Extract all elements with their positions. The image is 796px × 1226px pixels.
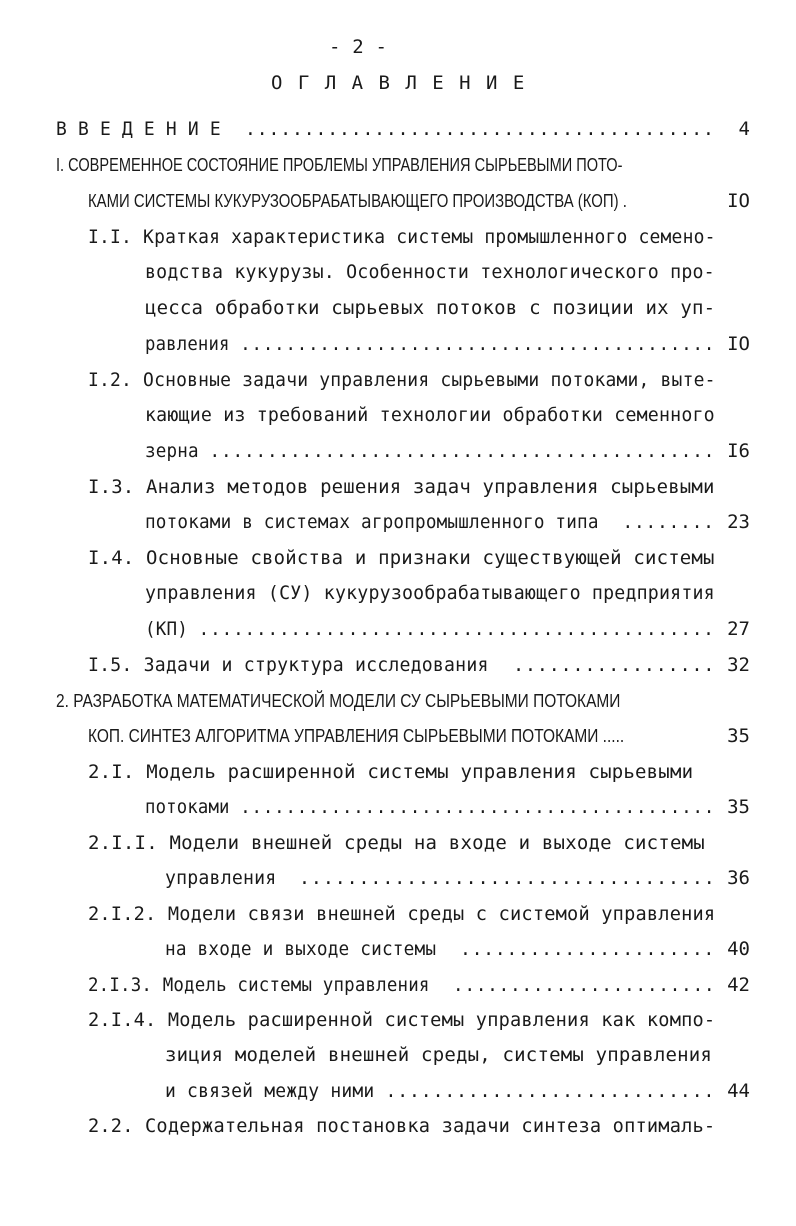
toc-subsection-2-1-3[interactable] (88, 972, 715, 998)
toc-entry-text: на входе и выходе системы (165, 938, 437, 960)
toc-entry-text: 2.I.2. Модели связи внешней среды с системой управления (88, 903, 716, 925)
toc-section-1-2-cont (145, 438, 715, 464)
toc-page-number: 36 (727, 867, 750, 889)
toc-entry-intro[interactable] (56, 116, 715, 142)
toc-entry-text: 2.I.3. Модель системы управления (88, 974, 430, 996)
toc-leader-dots: .......................................... (240, 796, 716, 818)
toc-entry-text: 2. РАЗРАБОТКА МАТЕМАТИЧЕСКОЙ МОДЕЛИ СУ СЫРЬЕВЫМИ ПОТОКАМИ (56, 691, 621, 711)
toc-chapter-2-cont[interactable] (88, 723, 711, 749)
toc-page-number: 4 (738, 118, 750, 140)
toc-entry-text: 2.I. Модель расширенной системы управления сырьевыми (88, 761, 694, 783)
toc-leader-dots: ............................ (385, 1080, 716, 1102)
toc-entry-text: I.3. Анализ методов решения задач управления сырьевыми (88, 476, 715, 498)
toc-section-1-1[interactable] (88, 224, 716, 250)
toc-entry-text: КАМИ СИСТЕМЫ КУКУРУЗООБРАБАТЫВАЮЩЕГО ПРОИЗВОДСТВА (КОП) . (88, 191, 627, 211)
toc-page-number: 35 (727, 796, 750, 818)
toc-page-number: 40 (727, 938, 750, 960)
toc-entry-text: кающие из требований технологии обработки семенного (145, 404, 715, 426)
toc-entry-text: потоками (145, 796, 230, 818)
toc-entry-text: равления (145, 333, 230, 355)
toc-section-1-1-cont (145, 331, 715, 357)
toc-entry-text: цесса обработки сырьевых потоков с позиции их уп- (145, 297, 716, 319)
page-title: О Г Л А В Л Е Н И Е (271, 72, 527, 94)
toc-page-number: 23 (727, 511, 750, 533)
toc-leader-dots: ................................... (299, 867, 716, 889)
toc-section-1-2[interactable] (88, 367, 716, 393)
toc-entry-text: управления (165, 867, 277, 889)
toc-section-1-3-cont (145, 509, 715, 535)
toc-entry-text: 2.2. Содержательная постановка задачи синтеза оптималь- (88, 1115, 716, 1137)
toc-section-1-2-cont (145, 402, 715, 428)
toc-leader-dots: ........ (622, 511, 715, 533)
toc-leader-dots: ........................................ (245, 118, 715, 140)
toc-subsection-2-1-4-cont (165, 1078, 715, 1104)
toc-leader-dots: ...................... (460, 938, 716, 960)
toc-page-number: I6 (727, 440, 750, 462)
toc-entry-text: 2.I.I. Модели внешней среды на входе и выходе системы (88, 832, 705, 854)
toc-entry-text: управления (СУ) кукурузообрабатывающего предприятия (145, 582, 715, 604)
toc-section-2-1[interactable] (88, 759, 693, 785)
toc-chapter-1-cont[interactable] (88, 188, 715, 214)
toc-leader-dots: ............................................. (198, 618, 715, 640)
toc-entry-text: (КП) (145, 618, 188, 640)
toc-page-number: 32 (727, 654, 750, 676)
toc-section-1-3[interactable] (88, 474, 715, 500)
toc-entry-text: зерна (145, 440, 199, 462)
toc-subsection-2-1-4[interactable] (88, 1007, 715, 1033)
toc-subsection-2-1-2[interactable] (88, 901, 715, 927)
toc-entry-text: I.I. Краткая характеристика системы промышленного семено- (88, 226, 716, 248)
toc-page-number: 44 (727, 1080, 750, 1102)
toc-subsection-2-1-1-cont (165, 865, 716, 891)
toc-entry-text: КОП. СИНТЕЗ АЛГОРИТМА УПРАВЛЕНИЯ СЫРЬЕВЫМИ ПОТОКАМИ ..... (88, 726, 625, 746)
toc-entry-text: потоками в системах агропромышленного типа (145, 511, 599, 533)
toc-entry-text: 2.I.4. Модель расширенной системы управления как компо- (88, 1009, 716, 1031)
toc-chapter-1[interactable] (56, 152, 715, 178)
toc-section-2-2[interactable] (88, 1113, 715, 1139)
toc-page-number: IO (727, 333, 750, 355)
toc-section-1-1-cont (145, 259, 715, 285)
toc-page-number: 27 (727, 618, 750, 640)
toc-entry-text: и связей между ними (165, 1080, 375, 1102)
toc-subsection-2-1-4-cont (165, 1042, 712, 1068)
toc-chapter-2[interactable] (56, 688, 712, 714)
toc-subsection-2-1-1[interactable] (88, 830, 705, 856)
toc-entry-text: I. СОВРЕМЕННОЕ СОСТОЯНИЕ ПРОБЛЕМЫ УПРАВЛЕНИЯ СЫРЬЕВЫМИ ПОТО- (56, 155, 623, 175)
toc-entry-text: зиция моделей внешней среды, системы управления (165, 1044, 713, 1066)
toc-section-1-5[interactable] (88, 652, 715, 678)
toc-section-1-4[interactable] (88, 545, 715, 571)
toc-entry-text: I.4. Основные свойства и признаки существующей системы (88, 547, 715, 569)
toc-page-number: 42 (727, 974, 750, 996)
toc-leader-dots: ............................................ (209, 440, 716, 462)
toc-section-2-1-cont (145, 794, 715, 820)
toc-leader-dots: ................. (513, 654, 716, 676)
page-number: - 2 - (329, 36, 388, 58)
toc-entry-text: водства кукурузы. Особенности технологического про- (145, 261, 715, 283)
toc-page-number: IO (727, 190, 750, 212)
toc-section-1-4-cont (145, 580, 715, 606)
toc-section-1-4-cont (145, 616, 715, 642)
toc-entry-text: В В Е Д Е Н И Е (56, 118, 221, 140)
toc-subsection-2-1-2-cont (165, 936, 715, 962)
toc-page-number: 35 (727, 725, 750, 747)
toc-entry-text: I.5. Задачи и структура исследования (88, 654, 489, 676)
toc-entry-text: I.2. Основные задачи управления сырьевыми потоками, выте- (88, 369, 716, 391)
toc-section-1-1-cont (145, 295, 715, 321)
toc-leader-dots: .......................................... (240, 333, 716, 355)
toc-leader-dots: ....................... (453, 974, 716, 996)
